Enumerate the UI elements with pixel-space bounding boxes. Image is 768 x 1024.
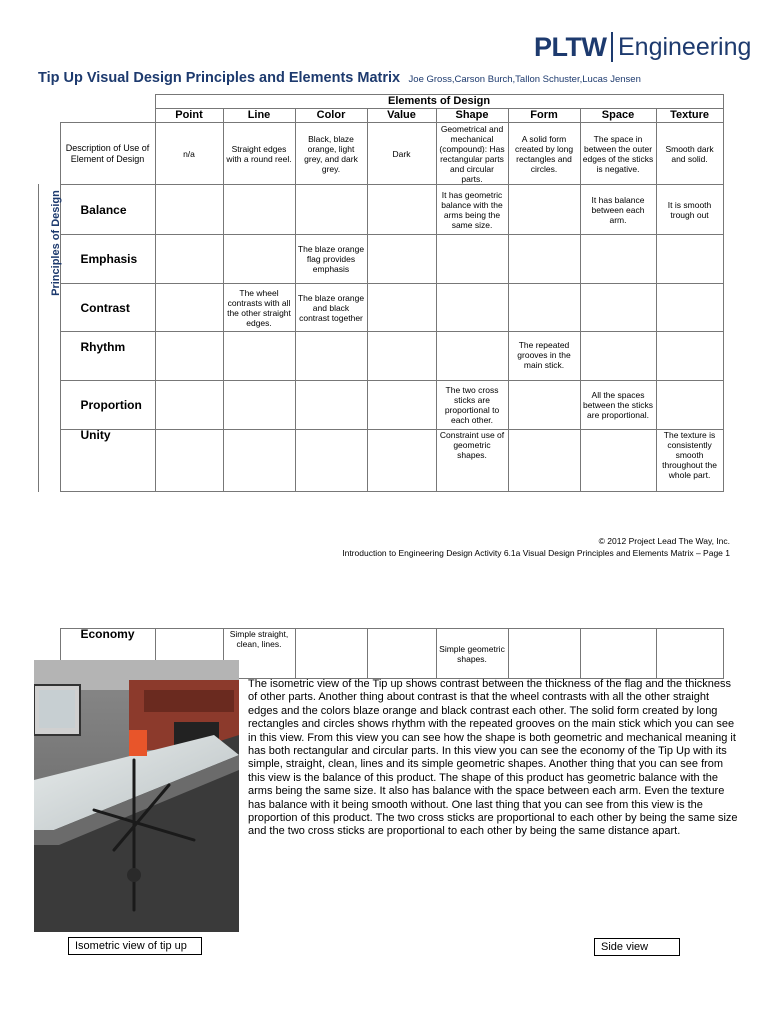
table-cell: The space in between the outer edges of the sticks is negative. (580, 123, 656, 185)
table-cell (295, 185, 367, 235)
table-cell (508, 185, 580, 235)
table-cell: It has geometric balance with the arms being the same size. (436, 185, 508, 235)
table-cell (223, 381, 295, 430)
table-cell: It has balance between each arm. (580, 185, 656, 235)
side-divider-line (38, 184, 39, 492)
table-cell (155, 235, 223, 284)
logo-sub: Engineering (617, 32, 752, 61)
row-label-rhythm: Rhythm (60, 332, 155, 381)
table-cell: The wheel contrasts with all the other straight edges. (223, 284, 295, 332)
table-cell (580, 629, 656, 679)
column-header: Texture (656, 109, 723, 123)
table-cell (367, 185, 436, 235)
table-cell: Dark (367, 123, 436, 185)
table-cell: Simple straight, clean, lines. (223, 629, 295, 679)
table-cell (367, 235, 436, 284)
table-cell (508, 629, 580, 679)
table-cell (295, 381, 367, 430)
table-cell (508, 235, 580, 284)
table-cell (155, 185, 223, 235)
principles-of-design-text: Principles of Design (50, 190, 62, 296)
column-header: Color (295, 109, 367, 123)
table-cell (223, 235, 295, 284)
column-header: Point (155, 109, 223, 123)
document-title (38, 69, 641, 87)
elements-of-design-header: Elements of Design (155, 95, 723, 109)
course-footer: Introduction to Engineering Design Activity 6.1a Visual Design Principles and Elements Matrix – Page 1 (342, 548, 730, 558)
principles-of-design-label (46, 185, 66, 301)
table-cell: Constraint use of geometric shapes. (436, 430, 508, 492)
table-cell (295, 629, 367, 679)
row-label-emphasis: Emphasis (60, 235, 155, 284)
table-row (38, 284, 723, 332)
row-label-balance: Balance (60, 185, 155, 235)
table-cell (656, 381, 723, 430)
table-cell (367, 381, 436, 430)
row-label-economy: Economy (60, 629, 155, 679)
table-cell (508, 284, 580, 332)
table-cell: A solid form created by long rectangles and circles. (508, 123, 580, 185)
description-row (38, 123, 723, 185)
table-cell (656, 629, 723, 679)
column-header: Space (580, 109, 656, 123)
table-cell (436, 332, 508, 381)
table-cell (580, 430, 656, 492)
table-cell (508, 430, 580, 492)
title-authors: Joe Gross,Carson Burch,Tallon Schuster,Lucas Jensen (408, 74, 641, 85)
table-cell (656, 284, 723, 332)
table-cell (155, 430, 223, 492)
table-cell: Straight edges with a round reel. (223, 123, 295, 185)
table-cell: The two cross sticks are proportional to each other. (436, 381, 508, 430)
table-cell (656, 235, 723, 284)
table-cell (155, 381, 223, 430)
table-row (38, 235, 723, 284)
row-label-contrast: Contrast (60, 284, 155, 332)
row-label-unity: Unity (60, 430, 155, 492)
table-cell: Simple geometric shapes. (436, 629, 508, 679)
column-header: Value (367, 109, 436, 123)
table-row (38, 381, 723, 430)
table-cell: The blaze orange and black contrast together (295, 284, 367, 332)
logo-brand: PLTW (534, 31, 607, 62)
table-cell (367, 629, 436, 679)
isometric-photo-illustration (34, 660, 239, 932)
table-row (38, 185, 723, 235)
table-cell: Geometrical and mechanical (compound): Has rectangular parts and circular parts. (436, 123, 508, 185)
table-cell (436, 235, 508, 284)
table-cell: It is smooth trough out (656, 185, 723, 235)
pltw-logo (534, 30, 751, 64)
table-cell (223, 185, 295, 235)
table-cell: All the spaces between the sticks are proportional. (580, 381, 656, 430)
table-cell (295, 332, 367, 381)
table-cell (367, 430, 436, 492)
table-cell: n/a (155, 123, 223, 185)
table-cell (367, 284, 436, 332)
table-cell (580, 235, 656, 284)
copyright-footer: © 2012 Project Lead The Way, Inc. (598, 536, 730, 546)
column-header: Form (508, 109, 580, 123)
table-cell (155, 332, 223, 381)
isometric-photo (34, 660, 239, 932)
title-main: Tip Up Visual Design Principles and Elements Matrix (38, 70, 401, 86)
table-cell (223, 430, 295, 492)
table-cell (155, 284, 223, 332)
table-cell (436, 284, 508, 332)
table-cell (580, 284, 656, 332)
column-header: Line (223, 109, 295, 123)
table-cell: The repeated grooves in the main stick. (508, 332, 580, 381)
table-cell: Black, blaze orange, light grey, and dark grey. (295, 123, 367, 185)
design-matrix-table (38, 94, 724, 492)
table-cell: The texture is consistently smooth throughout the whole part. (656, 430, 723, 492)
row-label-proportion: Proportion (60, 381, 155, 430)
table-cell (508, 381, 580, 430)
side-view-caption: Side view (594, 938, 680, 956)
table-cell (367, 332, 436, 381)
table-cell (295, 430, 367, 492)
isometric-caption: Isometric view of tip up (68, 937, 202, 955)
table-cell (656, 332, 723, 381)
table-cell (580, 332, 656, 381)
description-paragraph: The isometric view of the Tip up shows contrast between the thickness of the flag and the thickness of other parts. Another thing about contrast is that the wheel contrasts with all the other straight edges and the colors blaze orange and black contrast each other. The solid form created by long rectangles and circles shows rhythm with the repeated grooves on the main stick which you can see in this view. From this view you can see how the shape is both geometric and mechanical meaning it has both rectangular and circular parts. In this view you can see the economy of the Tip Up with its simple, straight, clean, lines and its simple geometric shapes. Another thing that you can see from this view is the balance of this product. The shape of this product has geometric balance with the arms being the same size. It also has balance with the space between each arm. Even the texture has balance with it being smooth without. One last thing that you can see from this view is the proportion of this product. The two cross sticks are proportional to each other by being the same size and the two cross sticks are proportional to each other by being the same distance apart. (248, 678, 738, 838)
table-cell: Smooth dark and solid. (656, 123, 723, 185)
logo-divider (611, 32, 613, 62)
table-cell (223, 332, 295, 381)
description-label: Description of Use of Element of Design (60, 123, 155, 185)
table-row (38, 430, 723, 492)
column-header: Shape (436, 109, 508, 123)
table-row (38, 332, 723, 381)
table-cell: The blaze orange flag provides emphasis (295, 235, 367, 284)
